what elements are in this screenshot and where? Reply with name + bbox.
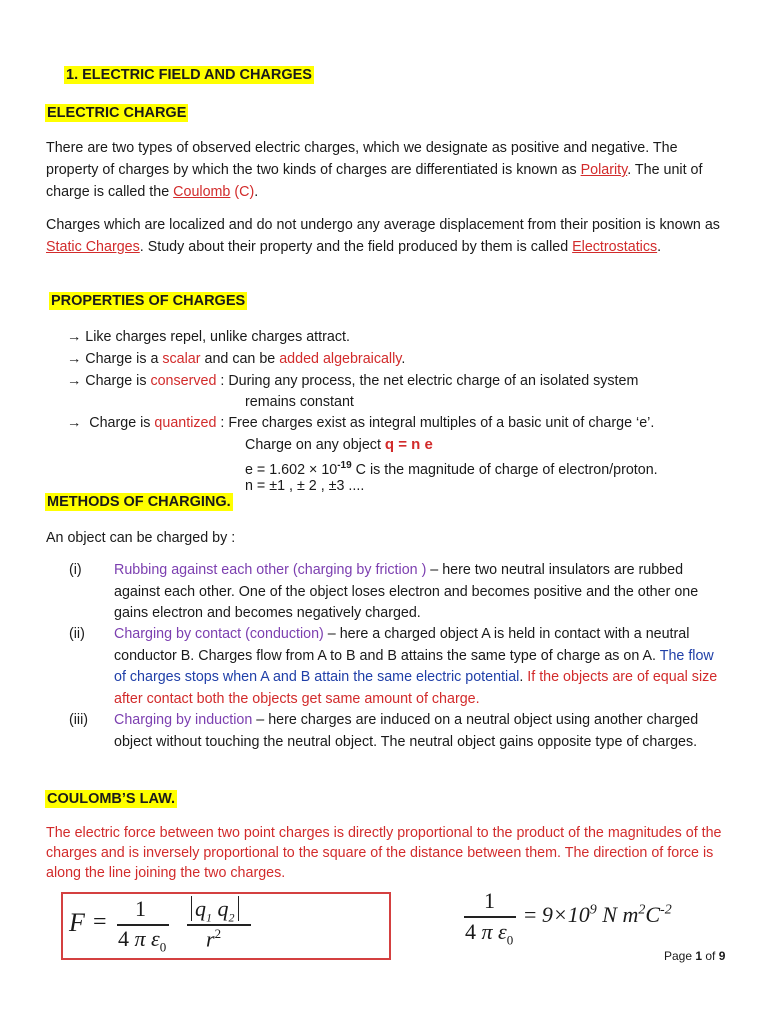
method-1-title: Rubbing against each other (charging by friction ) [114,562,427,578]
k-equals: = [524,902,537,927]
coulomb-constant-formula [462,886,712,956]
method-item-1 [114,560,724,625]
epsilon-symbol: ε [151,926,160,951]
property-text-4c: : Free charges exist as integral multiples of a basic unit of charge ‘e’. [216,415,655,431]
pi-symbol: π [134,926,146,951]
method-3-title: Charging by induction [114,712,253,728]
page-title: 1. ELECTRIC FIELD AND CHARGES [66,67,312,83]
formula-numerator-q1q2 [191,896,239,925]
p1-period: . [254,184,259,200]
property-item-4 [67,413,654,434]
k-unit-nm: N m [602,902,639,927]
method-1-text: – here two neutral insulators are rubbed against each other. One of the object loses electron and becomes positive and the other one gains electron and becomes negatively charged. [114,562,699,621]
p1-text-1: There are two types of observed electric charges, which we designate as positive and negative. The property of charges by which the two kinds of charges are differentiated is known as [46,140,678,178]
footer-of-word: of [702,949,719,963]
arrow-icon: → [67,329,82,345]
heading-electric-charge: ELECTRIC CHARGE [47,105,187,121]
property-text-6c: C is the magnitude of charge of electron/proton. [351,461,658,478]
unit-c: (C) [234,184,255,200]
k-four: 4 [465,919,476,944]
term-quantized: quantized [154,415,217,431]
k-value [524,902,672,928]
property-item-3 [67,371,638,392]
k-pi: π [481,919,493,944]
footer-total-pages: 9 [718,949,726,963]
q1-sub: 1 [206,910,212,925]
heading-properties: PROPERTIES OF CHARGES [51,293,246,309]
exponent-minus-19: -19 [337,460,352,471]
formula-f: F [69,908,85,937]
formula-q-ne: q = n e [384,436,433,453]
k-unit-m-exp: 2 [638,902,646,918]
q1: q [195,896,206,921]
k-unit-c-exp: -2 [660,902,672,918]
property-text-2e: . [401,351,406,367]
page-footer [664,949,725,963]
term-conserved: conserved [150,373,217,389]
footer-page-word: Page [664,949,696,963]
method-2-title: Charging by contact (conduction) [114,626,324,642]
property-text-3d: remains constant [245,394,354,410]
arrow-icon: → [67,415,82,431]
k-epsilon: ε [498,919,507,944]
coulomb-definition: The electric force between two point charges is directly proportional to the product of the magnitudes of the charges and is inversely proportional to the square of the distance between them. The direction of force is along the line joining the two charges. [46,825,722,881]
arrow-icon: → [67,351,82,367]
formula-denominator-r2 [206,926,221,952]
k-denominator [465,919,513,948]
footer-page-number: 1 [695,949,703,963]
property-item-1 [67,327,350,348]
formula-equals: = [93,909,107,935]
epsilon-subscript: 0 [159,939,167,955]
p1-text-2: . The unit of charge is called the [46,162,703,200]
formula-denominator-1 [118,926,166,955]
property-n-values: n = ±1 , ± 2 , ±3 .... [245,478,365,494]
arrow-icon: → [67,373,82,389]
method-item-3 [114,710,724,753]
heading-methods: METHODS OF CHARGING. [47,494,231,510]
r-exponent: 2 [214,926,222,941]
q2-sub: 2 [228,910,235,925]
property-charge-on-object [245,434,433,456]
link-polarity[interactable]: Polarity [580,162,628,178]
four: 4 [118,926,129,951]
methods-intro: An object can be charged by : [46,530,236,546]
k-numerator-one: 1 [484,888,495,913]
k-exponent: 9 [589,902,597,918]
p2-text-2: . Study about their property and the field produced by them is called [139,239,573,255]
q2: q [217,896,229,921]
k-epsilon-sub: 0 [506,932,514,948]
method-3-text: – here charges are induced on a neutral object using another charged object without touching the neutral object. The neutral object gains opposite type of charges. [114,712,699,750]
coulomb-formula-box [61,892,391,960]
method-number-2: (ii) [69,626,85,642]
p2-period: . [657,239,662,255]
property-text-2c: and can be [200,351,280,367]
term-scalar: scalar [162,351,201,367]
property-text-3a: Charge is [85,373,151,389]
property-text-1: Like charges repel, unlike charges attract. [85,329,350,345]
k-fraction-bar [464,916,516,918]
property-text-4a: Charge is [89,415,155,431]
paragraph-charge-types [46,137,726,203]
property-text-6a: e = 1.602 × 10 [245,461,338,478]
link-coulomb[interactable]: Coulomb [173,184,231,200]
method-number-1: (i) [69,562,82,578]
link-static-charges[interactable]: Static Charges [46,239,140,255]
paragraph-static-charges [46,214,726,258]
property-item-2 [67,349,405,370]
heading-coulomb: COULOMB’S LAW. [47,791,176,807]
method-2-period: . [519,669,528,685]
method-item-2 [114,624,724,710]
property-text-3c: : During any process, the net electric charge of an isolated system [216,373,639,389]
method-number-3: (iii) [69,712,89,728]
k-nine-times-ten: 9×10 [541,902,590,927]
method-2-text: – here a charged object A is held in contact with a neutral conductor B. Charges flow from A to B and B attains the same type of charge as on A. [114,626,690,664]
property-text-2a: Charge is a [85,351,163,367]
term-added-algebraically: added algebraically [279,351,402,367]
property-text-5a: Charge on any object [245,437,385,453]
k-unit-c: C [645,902,661,927]
method-2-potential-note: The flow of charges stops when A and B attain the same electric potential [114,647,714,685]
p2-text-1: Charges which are localized and do not undergo any average displacement from their position is known as [46,217,720,233]
r: r [206,926,215,952]
link-electrostatics[interactable]: Electrostatics [572,239,658,255]
formula-numerator-one: 1 [135,896,146,921]
method-2-equal-size-note: If the objects are of equal size after contact both the objects get same amount of charge. [114,669,718,707]
